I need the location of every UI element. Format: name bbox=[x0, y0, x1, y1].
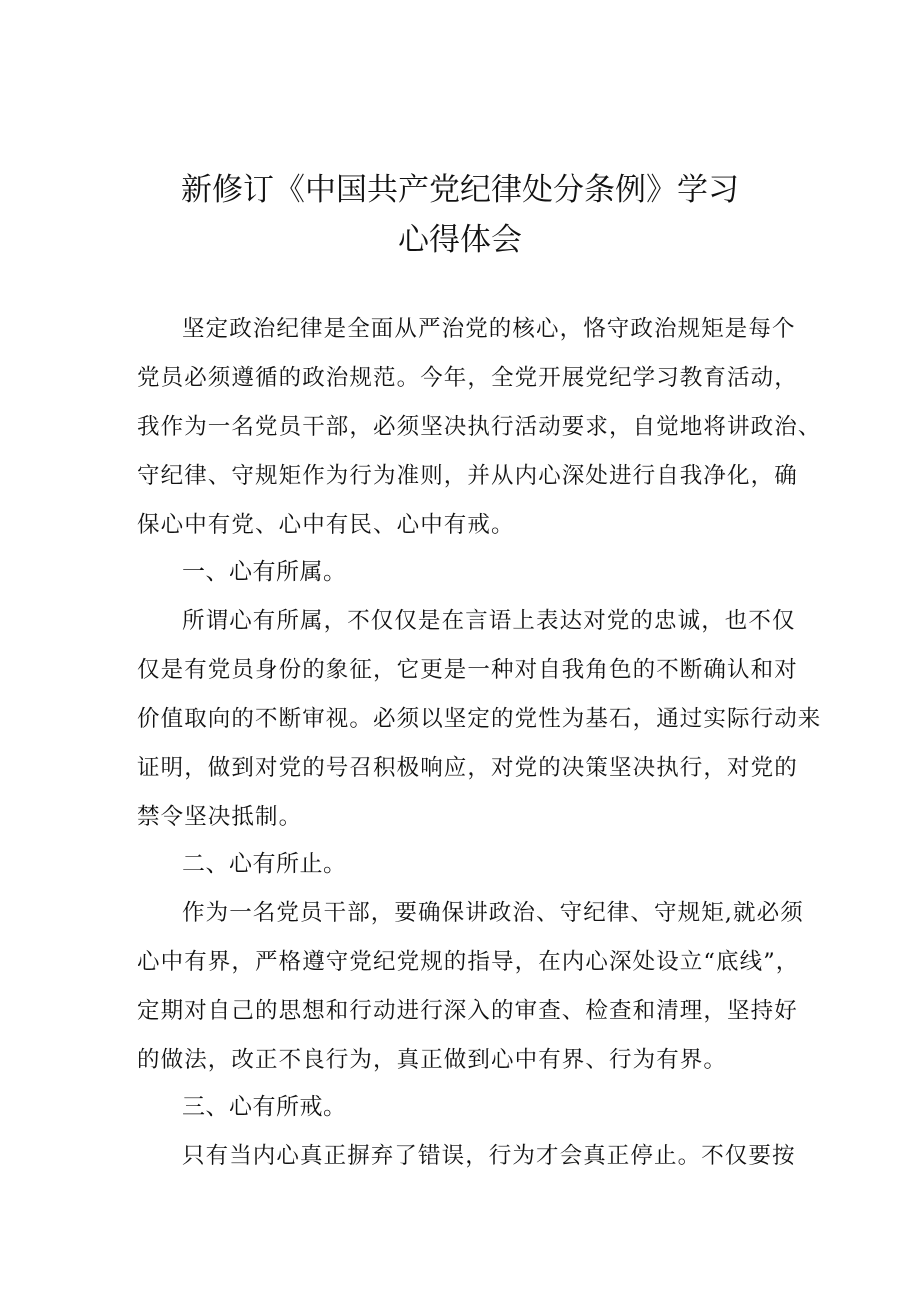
intro-line-1: 坚定政治纪律是全面从严治党的核心，恪守政治规矩是每个 bbox=[182, 316, 796, 342]
section-1-line-3: 价值取向的不断审视。必须以坚定的党性为基石，通过实际行动来 bbox=[137, 706, 822, 732]
intro-line-5: 保心中有党、心中有民、心中有戒。 bbox=[137, 512, 515, 538]
section-2-heading: 二、心有所止。 bbox=[182, 851, 347, 877]
document-title-line-1: 新修订《中国共产党纪律处分条例》学习 bbox=[181, 172, 739, 208]
section-2-line-3: 定期对自己的思想和行动进行深入的审查、检查和清理，坚持好 bbox=[137, 998, 798, 1024]
section-2-line-4: 的做法，改正不良行为，真正做到心中有界、行为有界。 bbox=[137, 1047, 728, 1073]
section-3-heading: 三、心有所戒。 bbox=[182, 1094, 347, 1120]
intro-line-2: 党员必须遵循的政治规范。今年，全党开展党纪学习教育活动， bbox=[137, 365, 798, 391]
section-1-heading: 一、心有所属。 bbox=[182, 559, 347, 585]
intro-line-4: 守纪律、守规矩作为行为准则，并从内心深处进行自我净化，确 bbox=[137, 463, 798, 489]
section-1-line-5: 禁令坚决抵制。 bbox=[137, 804, 303, 830]
section-2-line-1: 作为一名党员干部，要确保讲政治、守纪律、守规矩,就必须 bbox=[182, 900, 804, 926]
section-1-line-1: 所谓心有所属，不仅仅是在言语上表达对党的忠诚，也不仅 bbox=[182, 608, 796, 634]
section-1-line-2: 仅是有党员身份的象征，它更是一种对自我角色的不断确认和对 bbox=[137, 657, 798, 683]
section-2-line-2: 心中有界，严格遵守党纪党规的指导，在内心深处设立“底线”， bbox=[137, 949, 800, 975]
document-title-line-2: 心得体会 bbox=[398, 222, 522, 258]
section-1-line-4: 证明，做到对党的号召积极响应，对党的决策坚决执行，对党的 bbox=[137, 755, 798, 781]
section-3-line-1: 只有当内心真正摒弃了错误，行为才会真正停止。不仅要按 bbox=[182, 1143, 796, 1169]
intro-line-3: 我作为一名党员干部，必须坚决执行活动要求，自觉地将讲政治、 bbox=[137, 414, 822, 440]
